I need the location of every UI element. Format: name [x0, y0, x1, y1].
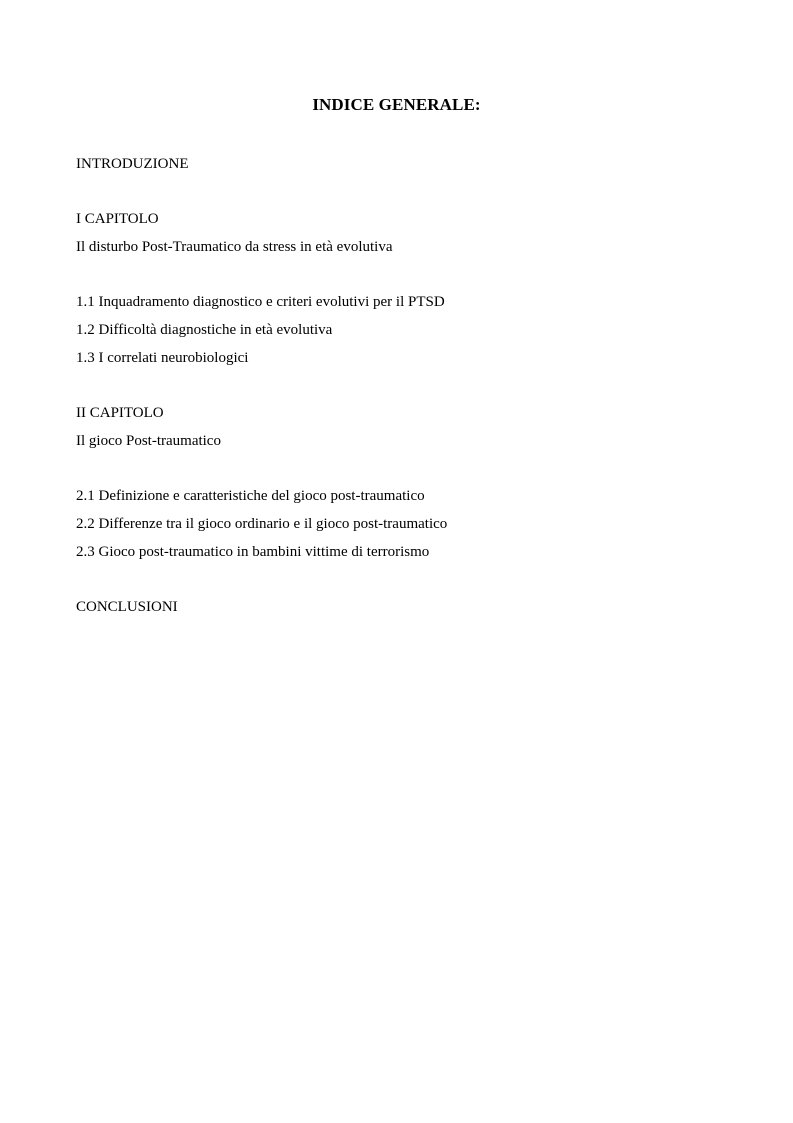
toc-section-2-2: 2.2 Differenze tra il gioco ordinario e il gioco post-traumatico	[76, 516, 448, 532]
page-title: INDICE GENERALE:	[312, 95, 481, 114]
toc-chapter-2-title: Il gioco Post-traumatico	[76, 433, 221, 449]
toc-chapter-2-label: II CAPITOLO	[76, 405, 164, 421]
toc-conclusions: CONCLUSIONI	[76, 599, 178, 615]
toc-section-2-1: 2.1 Definizione e caratteristiche del gioco post-traumatico	[76, 488, 425, 504]
toc-introduction: INTRODUZIONE	[76, 156, 189, 172]
toc-section-1-1: 1.1 Inquadramento diagnostico e criteri evolutivi per il PTSD	[76, 294, 445, 310]
toc-chapter-1-label: I CAPITOLO	[76, 211, 159, 227]
toc-section-1-2: 1.2 Difficoltà diagnostiche in età evolutiva	[76, 322, 333, 338]
toc-section-1-3: 1.3 I correlati neurobiologici	[76, 350, 249, 366]
toc-chapter-1-title: Il disturbo Post-Traumatico da stress in età evolutiva	[76, 239, 393, 255]
toc-section-2-3: 2.3 Gioco post-traumatico in bambini vittime di terrorismo	[76, 544, 430, 560]
